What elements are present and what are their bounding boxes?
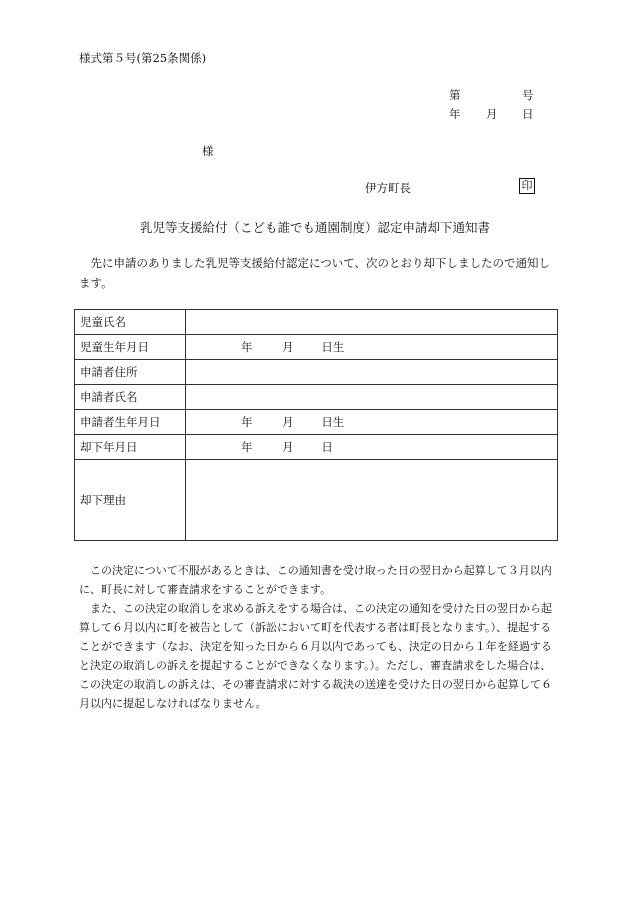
row-label-child-birthdate: 児童生年月日 — [75, 335, 186, 360]
table-row — [75, 460, 558, 541]
date-part-year: 年 — [241, 440, 253, 454]
applicant-address-value — [186, 360, 558, 385]
date-part-month: 月 — [282, 415, 294, 429]
seal-mark: 印 — [519, 178, 535, 194]
table-row — [75, 435, 558, 460]
date-part-month: 月 — [282, 340, 294, 354]
table-row — [75, 385, 558, 410]
rejection-reason-value — [186, 460, 558, 541]
child-name-value — [186, 310, 558, 335]
lead-paragraph: 先に申請のありました乳児等支援給付認定について、次のとおり却下しましたので通知します。 — [79, 256, 551, 290]
date-part-day: 日生 — [321, 415, 345, 429]
table-row — [75, 410, 558, 435]
notes-section — [79, 561, 559, 713]
row-label-applicant-birthdate: 申請者生年月日 — [75, 410, 186, 435]
document-title: 乳児等支援給付（こども誰でも通園制度）認定申請却下通知書 — [139, 220, 490, 235]
row-label-applicant-name: 申請者氏名 — [75, 385, 186, 410]
table-row — [75, 310, 558, 335]
row-label-rejection-reason: 却下理由 — [75, 460, 186, 541]
child-birthdate-value — [186, 335, 558, 360]
applicant-name-value — [186, 385, 558, 410]
document-number-suffix: 号 — [522, 88, 534, 102]
issue-date-month: 月 — [486, 107, 498, 121]
lawsuit-note: また、この決定の取消しを求める訴えをする場合は、この決定の通知を受けた日の翌日から起算して６月以内に町を被告として（訴訟において町を代表する者は町長となります。）、提起することができます（なお、決定を知った日から６月以内であっても、決定の日から１年を経過すると決定の取消しの訴えを提起することができなくなります。）。ただし、審査請求をした場合は、この決定の取消しの訴えは、その審査請求に対する裁決の送達を受けた日の翌日から起算して６月以内に提起しなければなりません。 — [79, 602, 552, 710]
date-part-month: 月 — [282, 440, 294, 454]
row-label-child-name: 児童氏名 — [75, 310, 186, 335]
issue-date-day: 日 — [522, 107, 534, 121]
notice-table — [74, 309, 558, 541]
addressee-honorific: 様 — [202, 144, 214, 158]
date-part-year: 年 — [241, 415, 253, 429]
date-part-day: 日生 — [321, 340, 345, 354]
row-label-applicant-address: 申請者住所 — [75, 360, 186, 385]
row-label-rejection-date: 却下年月日 — [75, 435, 186, 460]
issuer-name: 伊方町長 — [365, 181, 411, 195]
issue-date-year: 年 — [449, 107, 461, 121]
table-row — [75, 360, 558, 385]
rejection-date-value — [186, 435, 558, 460]
date-part-day: 日 — [321, 440, 333, 454]
date-part-year: 年 — [241, 340, 253, 354]
table-row — [75, 335, 558, 360]
form-number: 様式第５号(第25条関係) — [79, 51, 207, 65]
appeal-note: この決定について不服があるときは、この通知書を受け取った日の翌日から起算して３月以内に、町長に対して審査請求をすることができます。 — [79, 564, 552, 596]
applicant-birthdate-value — [186, 410, 558, 435]
document-number-prefix: 第 — [449, 88, 461, 102]
